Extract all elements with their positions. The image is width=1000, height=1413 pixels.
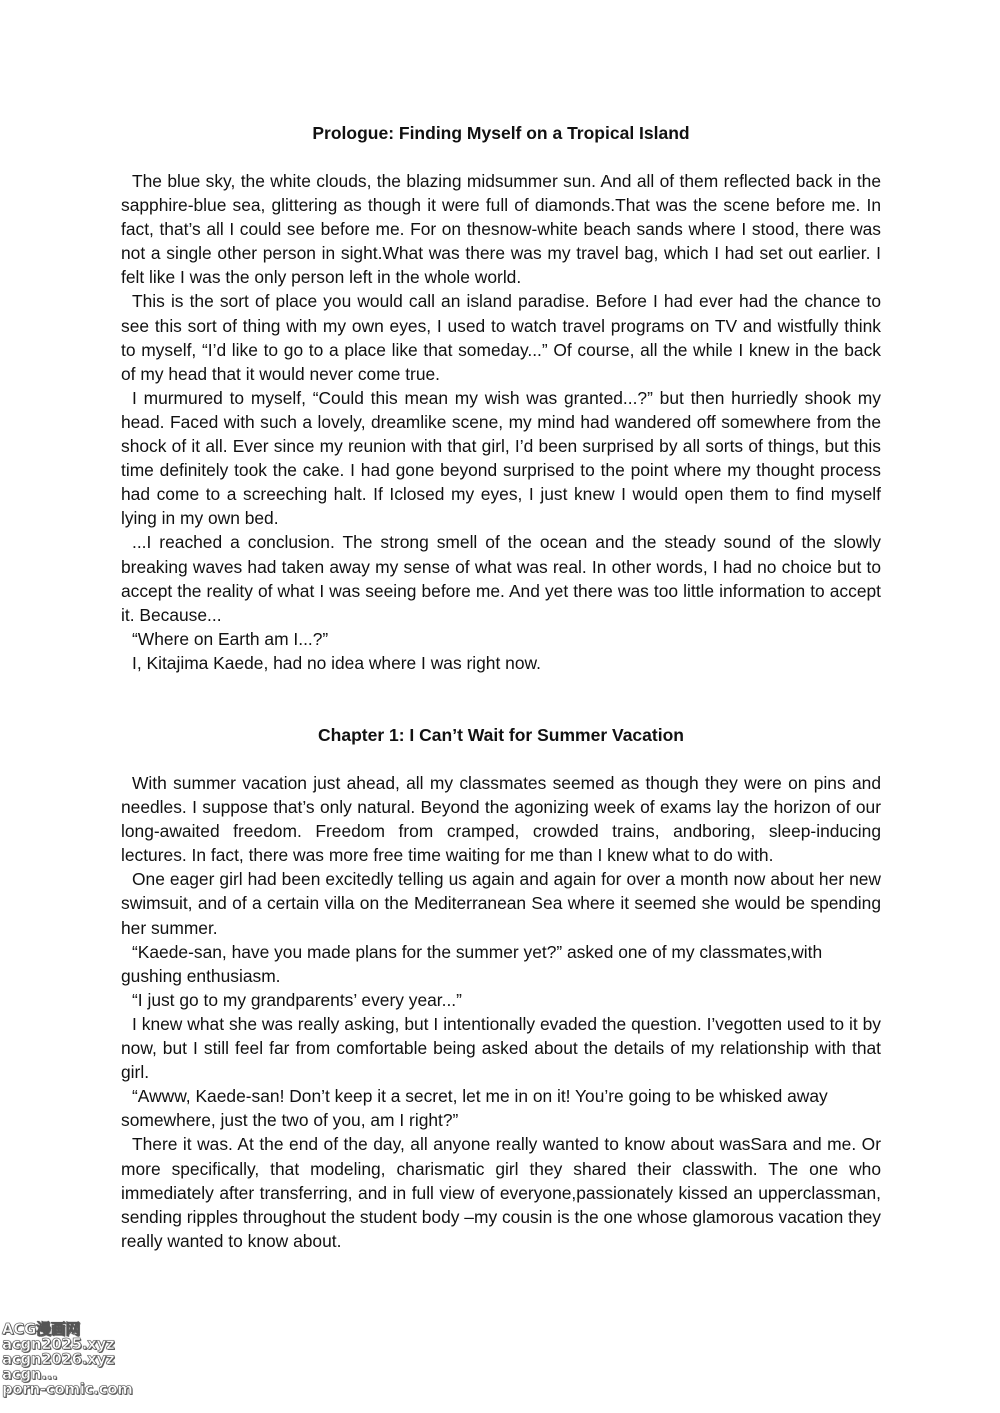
prologue-body	[121, 169, 881, 675]
chapter1-paragraph-5: I knew what she was really asking, but I intentionally evaded the question. I’vegotten used to it by now, but I still feel far from comfortable being asked about the details of my relationship with that girl.	[121, 1013, 881, 1083]
prologue-paragraph-5: “Where on Earth am I...?”	[132, 628, 329, 649]
chapter1-paragraph-2: One eager girl had been excitedly telling us again and again for over a month now about her new swimsuit, and of a certain villa on the Mediterranean Sea where it seemed she would be spending her summer.	[121, 869, 881, 938]
chapter1-paragraph-1: With summer vacation just ahead, all my classmates seemed as though they were on pins and needles. I suppose that’s only natural. Beyond the agonizing week of exams lay the horizon of our long-awaited freedom. Freedom from cramped, crowded trains, andboring, sleep-inducing lectures. In fact, there was more free time waiting for me than I knew what to do with.	[121, 773, 881, 866]
prologue-heading: Prologue: Finding Myself on a Tropical Island	[312, 123, 690, 143]
watermark-line: acgn2026.xyz	[2, 1350, 115, 1368]
chapter1-paragraph-3: “Kaede-san, have you made plans for the summer yet?” asked one of my classmates,with gushing enthusiasm.	[121, 941, 823, 986]
watermark-line: acgn...	[2, 1365, 58, 1383]
prologue-paragraph-3: I murmured to myself, “Could this mean my wish was granted...?” but then hurriedly shook my head. Faced with such a lovely, dreamlike scene, my mind had wandered off somewhere from the shock of it all. Ever since my reunion with that girl, I’d been surprised by all sorts of things, but this time definitely took the cake. I had gone beyond surprised to the point where my thought process had come to a screeching halt. If Iclosed my eyes, I just knew I would open them to find myself lying in my own bed.	[121, 387, 881, 529]
watermark-line: porn-comic.com	[2, 1380, 133, 1398]
chapter1-body	[121, 771, 881, 1253]
watermark-line: ACG漫画网	[2, 1320, 81, 1338]
prologue-paragraph-6: I, Kitajima Kaede, had no idea where I was right now.	[132, 652, 541, 673]
chapter1-paragraph-4: “I just go to my grandparents’ every year...”	[132, 989, 462, 1010]
prologue-paragraph-1: The blue sky, the white clouds, the blazing midsummer sun. And all of them reflected back in the sapphire-blue sea, glittering as though it were full of diamonds.That was the scene before me. In fact, that’s all I could see before me. For on thesnow-white beach sands where I stood, there was not a single other person in sight.What was there was my travel bag, which I had set out earlier. I felt like I was the only person left in the whole world.	[121, 171, 881, 288]
prologue-paragraph-4: ...I reached a conclusion. The strong smell of the ocean and the steady sound of the slowly breaking waves had taken away my sense of what was real. In other words, I had no choice but to accept the reality of what I was seeing before me. And yet there was too little information to accept it. Because...	[121, 532, 881, 625]
prologue-paragraph-2: This is the sort of place you would call an island paradise. Before I had ever had the chance to see this sort of thing with my own eyes, I used to watch travel programs on TV and wistfully think to myself, “I’d like to go to a place like that someday...” Of course, all the while I knew in the back of my head that it would never come true.	[121, 291, 881, 384]
chapter1-paragraph-7: There it was. At the end of the day, all anyone really wanted to know about wasSara and me. Or more specifically, that modeling, charismatic girl they shared their classwith. The one who immediately after transferring, and in full view of everyone,passionately kissed an upperclassman, sending ripples throughout the student body –my cousin is the one whose glamorous vacation they really wanted to know about.	[121, 1134, 881, 1251]
chapter1-paragraph-6: “Awww, Kaede-san! Don’t keep it a secret, let me in on it! You’re going to be whisked away somewhere, just the two of you, am I right?”	[121, 1086, 828, 1131]
watermark-line: acgn2025.xyz	[2, 1335, 115, 1353]
chapter1-heading: Chapter 1: I Can’t Wait for Summer Vacation	[318, 725, 684, 745]
site-watermark	[2, 1322, 132, 1397]
